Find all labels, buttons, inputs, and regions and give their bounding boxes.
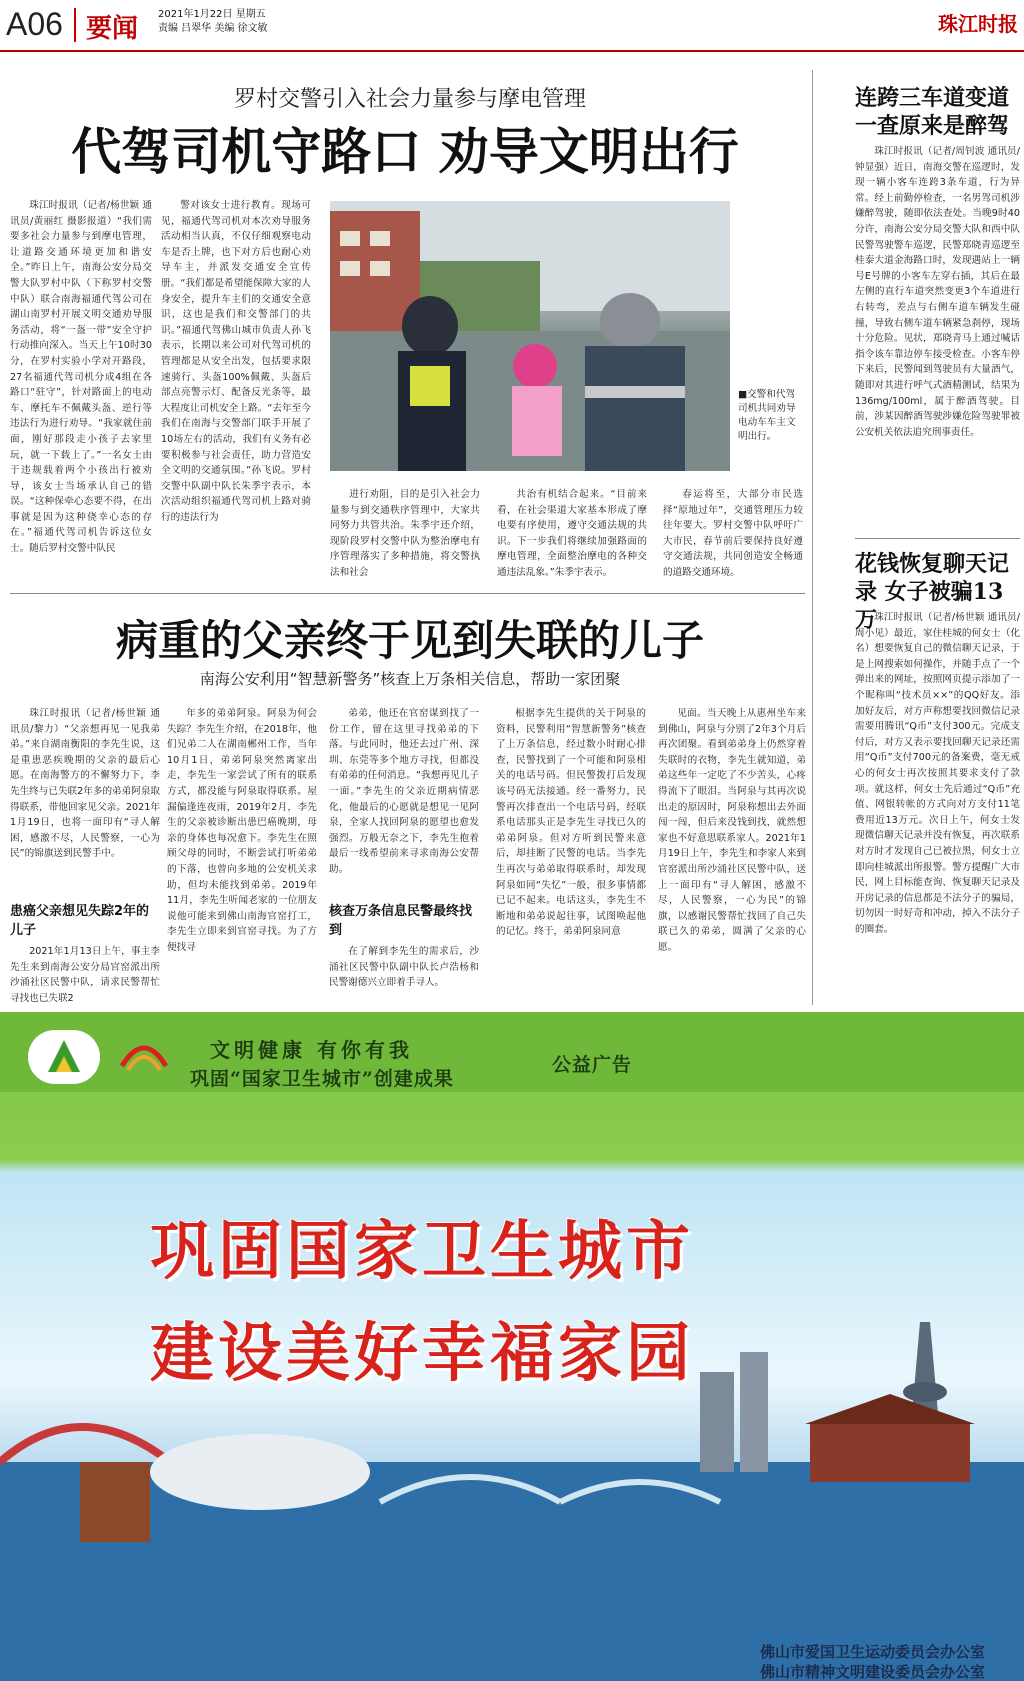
ad-label: 公益广告	[552, 1054, 633, 1076]
article2-column-1b-text: 2021年1月13日上午，事主李先生来到南海公安分局官窑派出所沙涌社区民警中队，请求民警帮忙寻找也已失联2	[10, 946, 160, 1004]
masthead-divider	[74, 8, 76, 42]
article-divider	[10, 593, 805, 594]
foshan-health-logo-icon	[28, 1030, 100, 1084]
ad-slogan-line-1: 文明健康 有你有我	[210, 1038, 413, 1062]
civilized-foshan-logo-icon	[114, 1030, 174, 1084]
article2-column-5: 见面。当天晚上从惠州坐车来到佛山，阿泉与分别了2年3个月后再次团聚。看到弟弟身上仍然穿着失联时的衣物，李先生就知道，弟弟这些年一定吃了不少苦头，心疼得流下了眼泪。当阿泉与其再次说出走的原因时，阿泉称想出去外面闯一闯，但后来没钱到找，就然想家也不好意思联系家人。2021年1月19日上午，李先生和李家人来到官窑派出所沙涌社区民警中队，送上一面印有“寻人解困，感激不尽，人民警察，一心为民”的锦旗，以感谢民警帮忙找回了自己失联已久的弟弟，圆满了父亲的心愿。	[658, 708, 806, 953]
ad-headline-2: 建设美好幸福家园	[150, 1317, 694, 1391]
article2-subtitle: 南海公安利用“智慧新警务”核查上万条相关信息，帮助一家团聚	[199, 670, 621, 688]
article1-title: 代驾司机守路口 劝导文明出行	[71, 123, 739, 181]
article1-column-2: 警对该女士进行教育。现场可见，福通代驾司机对本次劝导服务活动相当认真，不仅仔细观察电动车是否上牌，也下对方后也耐心劝导车主，并派发交通安全宣传册。“我们都是希望能保障大家的人身安全，提升车主们的交通安全意识，这也是我们和交警部门的共识。”福通代驾佛山城市负责人孙飞表示，长期以来公司对代驾司机的管理都是从安全出发，包括要求限速骑行、头盔100%佩戴、头盔后部点亮警示灯、配备反光条等，最大程度让司机安全上路。“去年至今我们在南海与交警部门联手开展了10场左右的活动，我们有义务有必要积极参与社会责任，助力营造安全文明的交通氛围。”孙飞说。罗村交警中队副中队长朱季宇表示，本次活动组织福通代驾司机上路对骑行的违法行为	[161, 200, 311, 523]
article1-column-1: 珠江时报讯（记者/杨世颖 通讯员/黄丽红 摄影报道）“我们需要多社会力量参与到摩电管理，让道路交通环境更加和谐安全。”昨日上午，南海公安分局交警大队罗村中队（下称罗村交警中队）联合南海福通代驾公司在湖山南罗村开展文明交通劝导服务活动，将“一盔一带”安全守护行动推向深入。当天上午10时30分，在罗村实验小学对开路段，27名福通代驾司机分成4组在各路口“驻守”，针对路面上的电动车、摩托车不佩戴头盔、逆行等违法行为进行劝导。“我家就住前面，刚好那段走小孩子去家里玩，就一下载上了。”一名女士由于违规载着两个小孩出行被劝导，该女士当场承认自己的错误。“这种保牵心态要不得，在出事就是因为这种侥幸心态的存在。”福通代驾司机告诉这位女士。随后罗村交警中队民	[10, 200, 152, 555]
sidebar1-title: 连跨三车道变道 一查原来是醉驾	[855, 85, 1010, 139]
page-number: A06	[6, 6, 63, 42]
ad-sponsor	[760, 1642, 985, 1681]
sidebar1-body: 珠江时报讯（记者/周钊波 通讯员/钟显强）近日，南海交警在巡逻时，发现一辆小客车连跨3条车道，行为异常。经上前勤停检查，一名男驾司机涉嫌醉驾驶，随即依法查处。当晚9时40分许，南海公安分局交警大队和西中队民警驾驶警车巡逻，民警郑晓青巡逻至桂泰大道金海路口时，发现遇站上一辆号E号牌的小客车左穿右插，其后在最左侧的直行车道突然变更3个车道进行右转弯，差点与右侧车道车辆发生碰撞，导致右侧车道车辆紧急刹停，现场十分危险。见状，郑晓青马上通过喊话指令该车靠边停车接受检查。小客车停下来后，民警闻到驾驶员有大量酒气，随即对其进行呼气式酒精测试，结果为136mg/100ml，属于醉酒驾驶。目前，涉某因醉酒驾驶涉嫌危险驾驶罪被公安机关依法追究刑事责任。	[855, 146, 1020, 438]
article2-column-3	[329, 706, 479, 1006]
traffic-photo-illustration	[330, 201, 730, 471]
ad-sponsor-line-2: 佛山市精神文明建设委员会办公室	[760, 1663, 986, 1681]
photo-caption: ■交警和代驾司机共同劝导电动车车主文明出行。	[738, 389, 796, 442]
article1-column-5: 春运将至，大部分市民选择“原地过年”，交通管理压力较往年要大。罗村交警中队呼吁广大市民，春节前后要保持良好遵守交通法规，共同创造安全畅通的道路交通环境。	[663, 489, 803, 578]
sidebar2-title: 花钱恢复聊天记录 女子被骗13万	[855, 551, 1010, 633]
sidebar2-body: 珠江时报讯（记者/杨世颖 通讯员/周小见）最近，家住桂城的何女士（化名）想要恢复自己的微信聊天记录，于是上网搜索如何操作，并随手点了一个弹出来的网址，按照网页提示添加了一个昵称叫“技术员××”的QQ好友。添加好友后，对方声称想要找回微信记录需要用腾讯“Q币”支付300元。完成支付后，对方又表示要找回聊天记录还需用“Q币”支付700元的备案费，毫无戒心的何女士再次按照其要求支付了款项。就这样，何女士先后通过“Q币”充值、网银转帐的方式向对方支付11笔费用近13万元。次日上午，何女士发现微信聊天记录并没有恢复，再次联系对方时才发现自己已被拉黑，何女士立即向桂城派出所报警。警方提醒广大市民，网上目标能查询、恢复聊天记录及开房记录的信息都是不法分子的骗局，切勿因一时好奇和冲动，掉入不法分子的圈套。	[855, 612, 1020, 935]
section-name: 要闻	[86, 14, 139, 44]
ad-headline-1: 巩固国家卫生城市	[150, 1215, 694, 1289]
article1-column-3: 进行劝阻，目的是引入社会力量参与到交通秩序管理中，大家共同努力共管共治。朱季宇还介绍，现阶段罗村交警中队为整治摩电有序管理落实了多种措施，将交警执法和社会	[330, 489, 480, 578]
foshan-health-logo	[28, 1030, 100, 1084]
article2-subhead-1: 患癌父亲想见失踪2年的儿子	[10, 904, 150, 938]
masthead	[0, 0, 1024, 52]
editor-line: 责编 吕翠华 美编 徐文敏	[158, 23, 268, 34]
city-skyline-illustration	[0, 1312, 1024, 1681]
article2-column-1-text: 珠江时报讯（记者/杨世颖 通讯员/黎力）“父亲想再见一见我弟弟。”来自湖南衡阳的李先生说，这是重患恶疾晚期的父亲的最后心愿。在南海警方的不懈努力下，李先生终与已失联2年多的弟弟阿泉取得联系，带他回家见父亲。2021年1月19日，也将一面印有“寻人解困，感激不尽，人民警察，一心为民”的锦旗送到民警手中。	[10, 708, 160, 860]
article1-subtitle: 罗村交警引入社会力量参与摩电管理	[233, 87, 586, 112]
sidebar-divider	[812, 70, 813, 1005]
article2-subhead-2: 核查万条信息民警最终找到	[329, 904, 473, 938]
civilized-foshan-logo	[114, 1030, 174, 1084]
article1-column-4: 共治有机结合起来。“目前来看，在社会渠道大家基本形成了摩电要有序使用，遵守交通法规的共识。下一步我们将继续加强路面的摩电管理，全面整治摩电的各种交通违法乱象。”朱季宇表示。	[497, 489, 647, 578]
masthead-date-block	[158, 8, 268, 36]
article2-column-4: 根据李先生提供的关于阿泉的资料，民警利用“智慧新警务”核查了上万条信息，经过数小时耐心排查，民警找到了一个可能和阿泉相关的电话号码。但民警拨打后发现该号码无法接通。经一番努力，民警再次排查出一个电话号码，经联系电话那头正是李先生寻找已久的弟弟阿泉。但对方听到民警来意后，却挂断了民警的电话。当李先生再次与弟弟取得联系时，却发现阿泉如同“失忆”一般，很多事情都已记不起来。电话这头，李先生不断地和弟弟说起往事，试图唤起他的记忆。终于，弟弟阿泉同意	[496, 708, 646, 938]
article2-column-3b-text: 在了解到李先生的需求后，沙涌社区民警中队副中队长卢浩杨和民警谢德兴立即着手寻人。	[329, 946, 479, 989]
public-service-ad	[0, 1012, 1024, 1681]
article2-column-2: 年多的弟弟阿泉。阿泉为何会失踪？李先生介绍，在2018年，他们兄弟二人在湖南郴州工作，当年10月1日，弟弟阿泉突然离家出走，李先生一家尝试了所有的联系方式，都没能与阿泉取得联系。屋漏偏逢连夜雨，2019年2月，李先生的父亲被诊断出患巴癌晚期，母亲的身体也每况愈下。李先生在照顾父母的同时，不断尝试打听弟弟的下落，也曾向多地的公安机关求助，但均未能找到弟弟。2019年11月，李先生听闻老家的一位朋友说他可能来到佛山南海官窑打工，李先生立即来到官窑寻找。为了方便找寻	[167, 708, 317, 953]
article2-column-3-text: 弟弟，他还在官窑谋到找了一份工作，留在这里寻找弟弟的下落。与此同时，他还去过广州、深圳、东莞等多个地方寻找，但都没有弟弟的任何消息。“我想再见儿子一面。”李先生的父亲近期病情恶化，他最后的心愿就是想见一见阿泉，全家人找回阿泉的愿望也愈发强烈。万般无奈之下，李先生抱着最后一线希望前来寻求南海公安帮助。	[329, 708, 479, 875]
article2-title: 病重的父亲终于见到失联的儿子	[115, 616, 704, 665]
paper-logo: 珠江时报	[938, 12, 1018, 36]
article2-column-1	[10, 706, 160, 1006]
ad-slogan-line-2: 巩固“国家卫生城市”创建成果	[190, 1068, 454, 1090]
ad-sponsor-line-1: 佛山市爱国卫生运动委员会办公室	[760, 1643, 986, 1661]
issue-date: 2021年1月22日 星期五	[158, 9, 266, 20]
traffic-photo	[330, 201, 730, 471]
sidebar-divider-2	[855, 538, 1020, 539]
